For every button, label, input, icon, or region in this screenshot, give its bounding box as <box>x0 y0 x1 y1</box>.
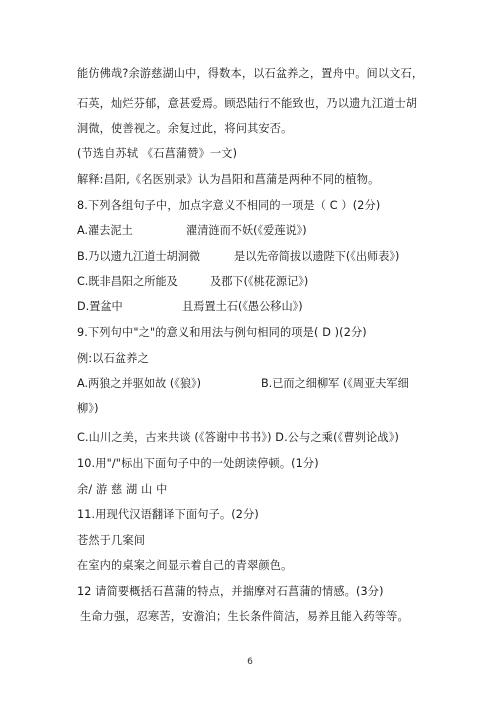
question-10-answer: 余/ 游 慈 湖 山 中 <box>77 483 168 496</box>
passage-line-3: 洞微，使善视之。余复过此，将问其安否。 <box>77 122 293 135</box>
question-8-option-d-left: D.置盆中 <box>77 300 123 313</box>
question-9-option-b-continued: 柳》) <box>77 402 99 415</box>
question-9-options-c-d: C.山川之美，古来共谈 (《答谢中书书》) D.公与之乘(《曹刿论战》) <box>77 431 399 444</box>
question-8-option-c-left: C.既非昌阳之所能及 <box>77 275 178 288</box>
passage-line-1: 能仿佛哉?余游慈湖山中，得数本，以石盆养之，置舟中。间以文石， <box>77 67 424 80</box>
question-11-answer: 在室内的桌案之间显示着自己的青翠颜色。 <box>77 559 293 572</box>
question-8-option-b-right: 是以先帝简拔以遗陛下(《出师表》) <box>234 250 400 263</box>
question-11-stem: 11.用现代汉语翻译下面句子。(2分) <box>77 508 259 521</box>
question-12-answer: 生命力强，忍寒苦，安澹泊；生长条件简洁，易养且能入药等等。 <box>80 610 409 623</box>
question-9-option-b: B.已而之细柳军 (《周亚夫军细 <box>261 377 409 390</box>
page-number: 6 <box>247 657 253 667</box>
question-8-option-a-right: 濯清涟而不妖(《爱莲说》) <box>186 224 307 237</box>
question-9-example: 例:以石盆养之 <box>77 352 149 365</box>
explanation-note: 解释:昌阳,《名医别录》认为昌阳和菖蒲是两种不同的植物。 <box>77 173 380 186</box>
question-8-option-b-left: B.乃以遗九江道士胡洞微 <box>77 250 201 263</box>
source-note: (节选自苏轼 《石菖蒲赞》一文) <box>77 147 238 160</box>
question-8-stem: 8.下列各组句子中，加点字意义不相同的一项是（ C ）(2分) <box>77 199 381 212</box>
question-12-stem: 12 请简要概括石菖蒲的特点，并揣摩对石菖蒲的情感。(3分) <box>77 585 384 598</box>
question-9-stem: 9.下列句中"之"的意义和用法与例句相同的项是( D )(2分) <box>77 326 367 339</box>
question-9-option-a: A.两狼之并驱如故 (《狼》) <box>77 377 201 390</box>
question-11-sentence: 苍然于几案间 <box>77 534 146 547</box>
question-8-option-a-left: A.濯去泥土 <box>77 224 133 237</box>
question-10-stem: 10.用"/"标出下面句子中的一处朗读停顿。(1分) <box>77 457 319 470</box>
question-8-option-c-right: 及郡下(《桃花源记》) <box>210 275 309 288</box>
question-8-option-d-right: 且焉置土石(《愚公移山》) <box>182 300 303 313</box>
passage-line-2: 石英，灿烂芬郁，意甚爱焉。顾恐陆行不能致也，乃以遗九江道士胡 <box>77 97 418 110</box>
